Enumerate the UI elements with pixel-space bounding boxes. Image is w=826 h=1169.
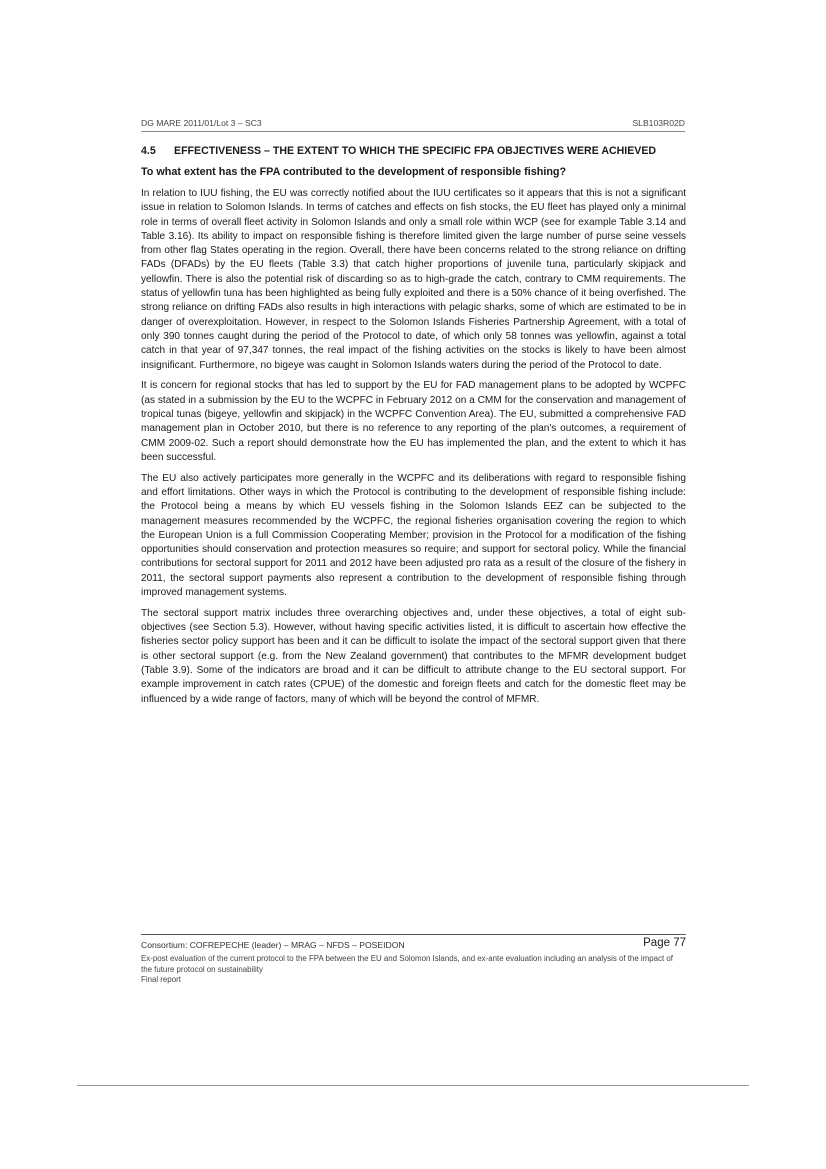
page-footer — [141, 934, 686, 986]
subheading-question: To what extent has the FPA contributed to the development of responsible fishing? — [141, 166, 567, 178]
header-document-code: SLB103R02D — [632, 118, 685, 128]
footer-consortium: Consortium: COFREPECHE (leader) – MRAG – NFDS – POSEIDON — [141, 940, 405, 950]
section-title: EFFECTIVENESS – THE EXTENT TO WHICH THE SPECIFIC FPA OBJECTIVES WERE ACHIEVED — [174, 145, 657, 157]
section-heading — [141, 145, 686, 157]
body-text — [141, 187, 686, 713]
paragraph: It is concern for regional stocks that has led to support by the EU for FAD management plans to be adopted by WCPFC (as stated in a submission by the EU to the WCPFC in February 2012 on a CMM for the conservation and management of tropical tunas (bigeye, yellowfin and skipjack) in the WCPFC Convention Area). The EU, submitted a comprehensive FAD management plan in October 2010, but there is no reference to any reporting of the plan's outcomes, a requirement of CMM 2009-02. Such a report should demonstrate how the EU has implemented the plan, and the extent to which it has been successful. — [141, 380, 686, 463]
footer-report-type: Final report — [141, 975, 181, 985]
page-bottom-divider — [77, 1085, 749, 1086]
paragraph: The sectoral support matrix includes three overarching objectives and, under these objectives, a total of eight sub-objectives (see Section 5.3). However, without having specific activities listed, it is difficult to ascertain how effective the fisheries sector policy support has been and it can be difficult to isolate the impact of the sectoral support given that there is other sectoral support (e.g. from the New Zealand government) that contributes to the MFMR development budget (Table 3.9). Some of the indicators are broad and it can be difficult to attribute change to the EU sectoral support. For example improvement in catch rates (CPUE) of the domestic and foreign fleets and catch for the domestic fleet may be influenced by a wide range of factors, many of which will be beyond the control of MFMR. — [141, 607, 686, 705]
page-header — [141, 117, 685, 132]
header-reference: DG MARE 2011/01/Lot 3 – SC3 — [141, 118, 262, 128]
paragraph: The EU also actively participates more generally in the WCPFC and its deliberations with regard to responsible fishing and effort limitations. Other ways in which the Protocol is contributing to the development of responsible fishing include: the Protocol being a means by which EU vessels fishing in the Solomon Islands EEZ can be subjected to the management measures recommended by the WCPFC, the regional fisheries organisation covering the region to which the European Union is a full Commission Cooperating Member; provision in the Protocol for a modification of the fishing opportunities should conservation and protection measures so require; and support for sectoral policy. While the financial contributions for sectoral support for 2011 and 2012 have been adjusted pro rata as a result of the closure of the fishery in 2011, the sectoral support payments also represent a contribution to the development of responsible fishing through improved management systems. — [141, 472, 686, 599]
page-number: Page 77 — [643, 937, 686, 949]
footer-description: Ex-post evaluation of the current protocol to the FPA between the EU and Solomon Islands, and ex-ante evaluation including an analysis of the impact of the future protocol on sustainability — [141, 954, 673, 974]
paragraph: In relation to IUU fishing, the EU was correctly notified about the IUU certificates so it appears that this is not a significant issue in relation to Solomon Islands. In terms of catches and effects on fish stocks, the EU fleet has played only a minimal role in terms of overall fleet activity in Solomon Islands and only a small role within WCP (see for example Table 3.14 and Table 3.16). Its ability to impact on responsible fishing is therefore limited given the large number of purse seine vessels from other flag States operating in the region. Overall, there have been concerns related to the strong reliance on drifting FADs (DFADs) by the EU fleets (Table 3.3) that catch higher proportions of juvenile tuna, particularly skipjack and yellowfin. There is also the potential risk of discarding so as to high-grade the catch, contrary to CMM requirements. The status of yellowfin tuna has been highlighted as being fully exploited and there is a 50% chance of it being overfished. The strong reliance on drifting FADs also results in high interactions with pelagic sharks, some of which are estimated to be in danger of overexploitation. However, in respect to the Solomon Islands Fisheries Partnership Agreement, with a total of only 390 tonnes caught during the period of the Protocol to date, of which only 58 tonnes was yellowfin, against a total catch in that year of 97,347 tonnes, the real impact of the fishing activities on the stocks is likely to have been almost insignificant. Furthermore, no bigeye was caught in Solomon Islands waters during the period of the Protocol to date. — [141, 188, 686, 371]
section-number: 4.5 — [141, 145, 156, 157]
